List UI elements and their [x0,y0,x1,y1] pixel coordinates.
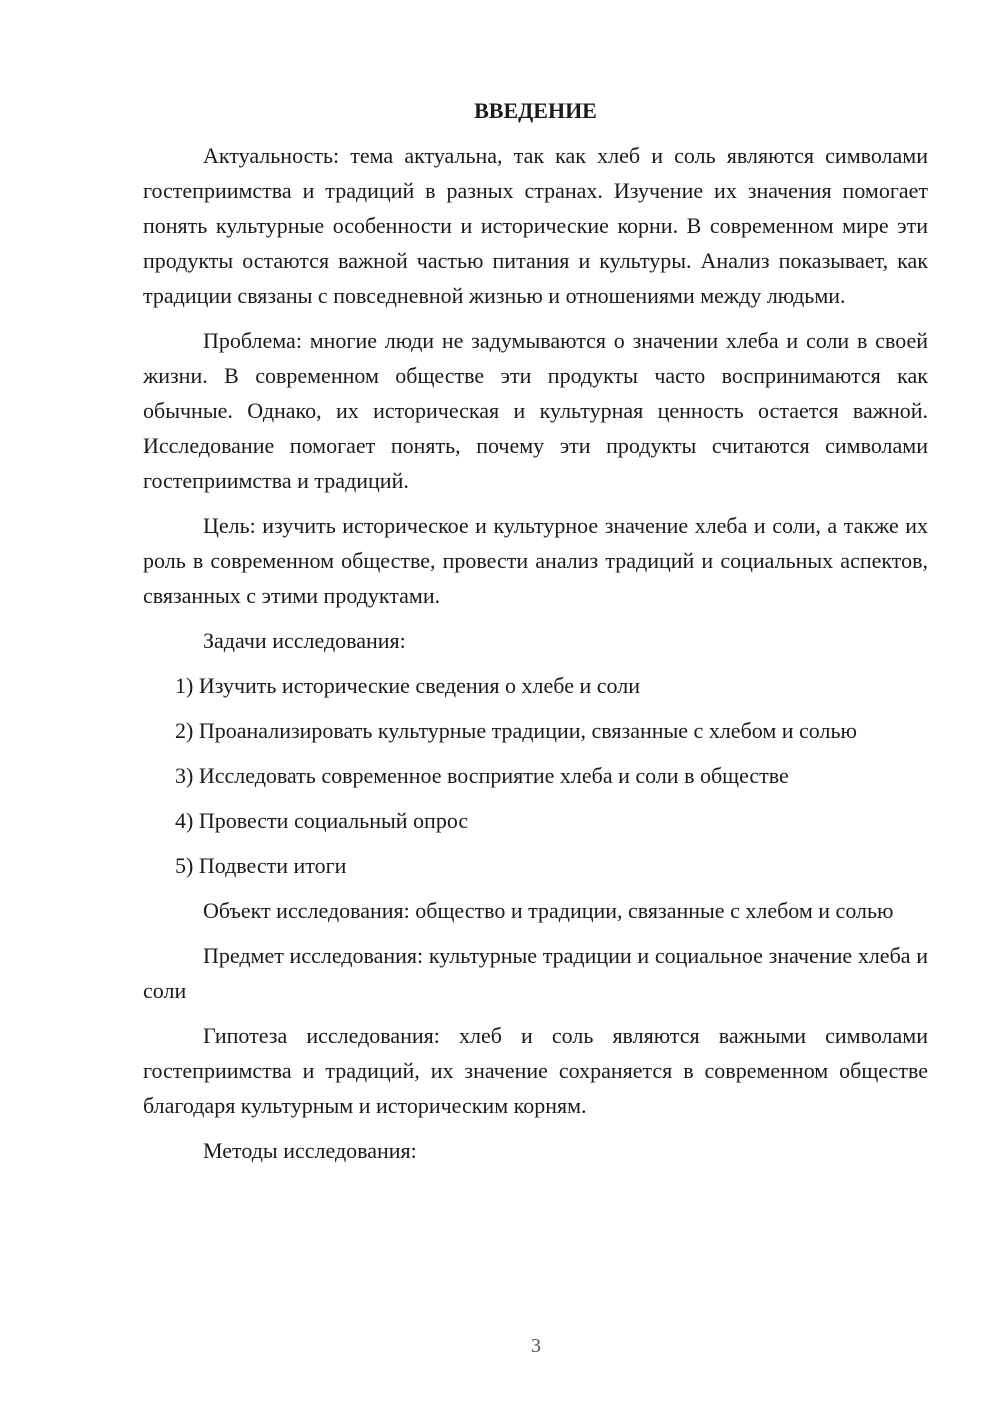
goal-paragraph: Цель: изучить историческое и культурное значение хлеба и соли, а также их роль в современном обществе, провести анализ традиций и социальных аспектов, связанных с этими продуктами. [143,513,928,608]
relevance-paragraph: Актуальность: тема актуальна, так как хлеб и соль являются символами гостеприимства и традиций в разных странах. Изучение их значения помогает понять культурные особенности и исторические корни. В современном мире эти продукты остаются важной частью питания и культуры. Анализ показывает, как традиции связаны с повседневной жизнью и отношениями между людьми. [143,143,928,308]
hypothesis-paragraph: Гипотеза исследования: хлеб и соль являются важными символами гостеприимства и традиций, их значение сохраняется в современном обществе благодаря культурным и историческим корням. [143,1023,928,1118]
methods-title: Методы исследования: [203,1138,417,1163]
section-heading: ВВЕДЕНИЕ [474,98,597,123]
task-item: 2) Проанализировать культурные традиции, связанные с хлебом и солью [175,718,857,743]
page-number: 3 [531,1335,541,1357]
document-page [143,96,928,1178]
task-item: 3) Исследовать современное восприятие хлеба и соли в обществе [175,763,789,788]
problem-paragraph: Проблема: многие люди не задумываются о значении хлеба и соли в своей жизни. В современном обществе эти продукты часто воспринимаются как обычные. Однако, их историческая и культурная ценность остается важной. Исследование помогает понять, почему эти продукты считаются символами гостеприимства и традиций. [143,328,928,493]
task-item: 4) Провести социальный опрос [175,808,469,833]
tasks-title: Задачи исследования: [203,628,406,653]
task-item: 1) Изучить исторические сведения о хлебе и соли [175,673,640,698]
task-item: 5) Подвести итоги [175,853,347,878]
subject-paragraph: Предмет исследования: культурные традиции и социальное значение хлеба и соли [143,943,928,1003]
object-paragraph: Объект исследования: общество и традиции, связанные с хлебом и солью [203,898,894,923]
